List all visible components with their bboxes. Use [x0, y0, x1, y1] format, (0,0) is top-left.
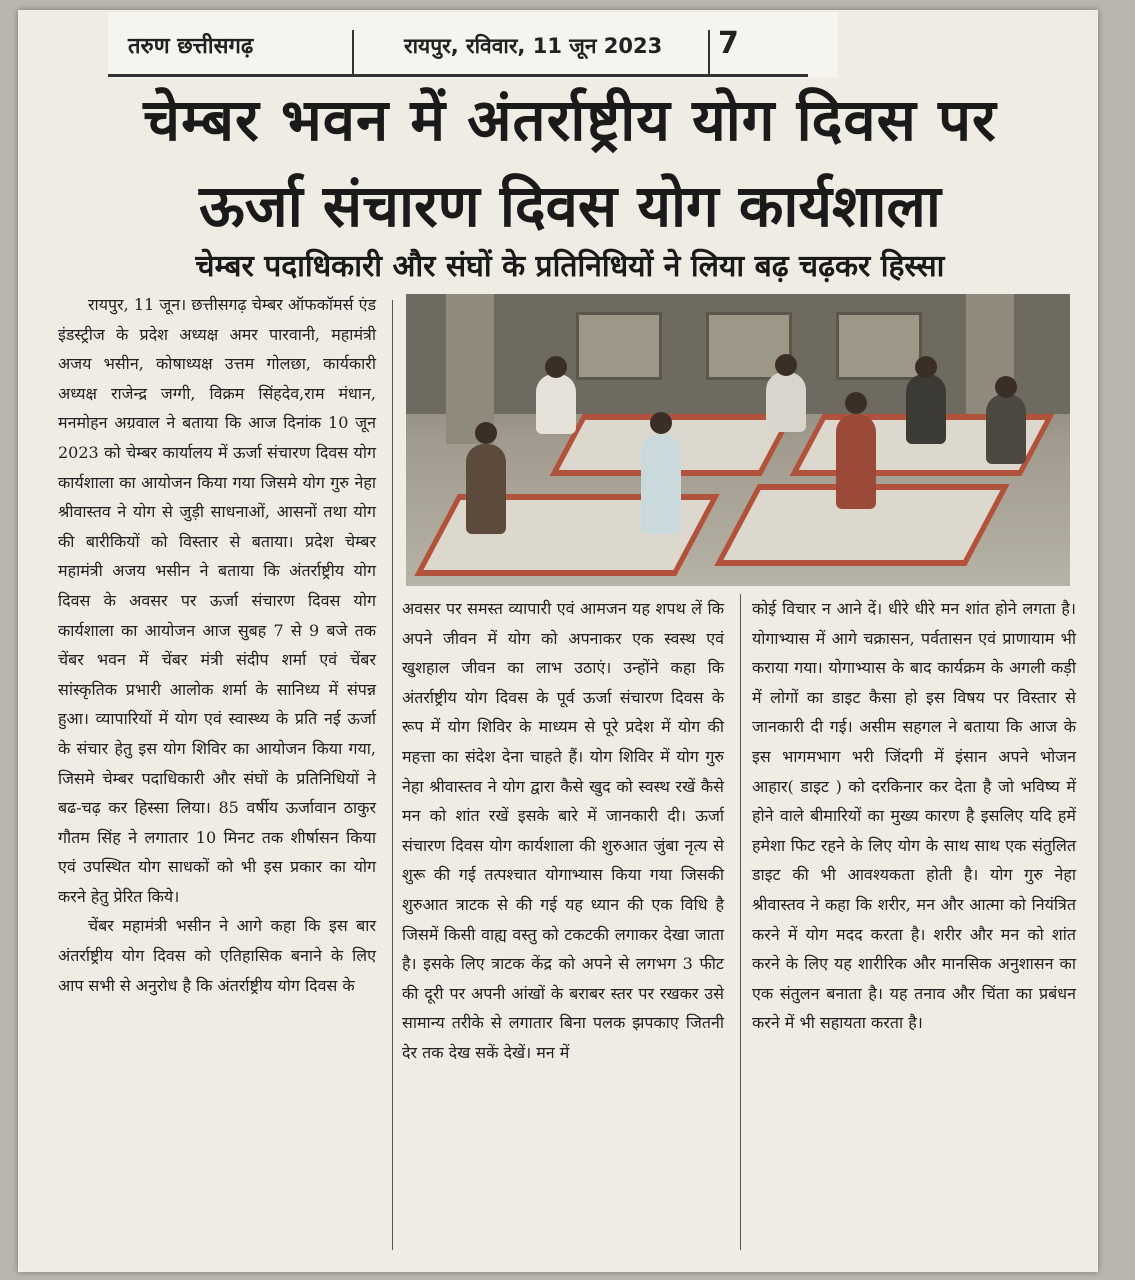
article-paragraph: रायपुर, 11 जून। छत्तीसगढ़ चेम्बर ऑफकॉमर्स एंड इंडस्ट्रीज के प्रदेश अध्यक्ष अमर पारवानी, महामंत्री अजय भसीन, कोषाध्यक्ष उत्तम गोलछा, कार्यकारी अध्यक्ष राजेन्द्र जग्गी, विक्रम सिंहदेव,राम मंधान, मनमोहन अग्रवाल ने बताया कि आज दिनांक 10 जून 2023 को चेम्बर कार्यालय में ऊर्जा संचारण दिवस योग कार्यशाला का आयोजन किया गया जिसमे योग गुरु नेहा श्रीवास्तव ने योग से जुड़ी साधनाओं, आसनों तथा योग की बारीकियों को विस्तार से बताया। प्रदेश चेम्बर महामंत्री अजय भसीन ने बताया कि अंतर्राष्ट्रीय योग दिवस के अवसर पर ऊर्जा संचारण दिवस योग कार्यशाला का आयोजन आज सुबह 7 से 9 बजे तक चेंबर भवन में चेंबर मंत्री संदीप शर्मा एवं चेंबर सांस्कृतिक प्रभारी आलोक शर्मा के सानिध्य में संपन्न हुआ। व्यापारियों में योग एवं स्वास्थ्य के प्रति नई ऊर्जा के संचार हेतु इस योग शिविर का आयोजन किया गया, जिसमे चेम्बर पदाधिकारी और संघों के प्रतिनिधियों ने बढ-चढ़ कर हिस्सा लिया। 85 वर्षीय ऊर्जावान ठाकुर गौतम सिंह ने लगातार 10 मिनट तक शीर्षासन किया एवं उपस्थित योग साधकों को भी इस प्रकार का योग करने हेतु प्रेरित किये।	[58, 295, 376, 906]
photo-person-head	[545, 356, 567, 378]
article-column-1	[58, 290, 376, 1000]
column-divider	[392, 300, 393, 1250]
article-paragraph: अवसर पर समस्त व्यापारी एवं आमजन यह शपथ लें कि अपने जीवन में योग को अपनाकर एक स्वस्थ एवं खुशहाल जीवन का लाभ उठाएं। उन्होंने कहा कि अंतर्राष्ट्रीय योग दिवस के पूर्व ऊर्जा संचारण दिवस के रूप में योग शिविर के माध्यम से पूरे प्रदेश में योग की महत्ता का संदेश देना चाहते हैं। योग शिविर में योग गुरु नेहा श्रीवास्तव ने योग द्वारा कैसे खुद को स्वस्थ रखें कैसे मन को शांत रखें इसके बारे में जानकारी दी। ऊर्जा संचारण दिवस योग कार्यशाला की शुरुआत जुंबा नृत्य से शुरू की गई तत्पश्चात योगाभ्यास किया गया जिसकी शुरुआत त्राटक से की गई यह ध्यान की एक विधि है जिसमें किसी वाह्य वस्तु को टकटकी लगाकर देखा जाता है। इसके लिए त्राटक केंद्र को अपने से लगभग 3 फीट की दूरी पर अपनी आंखों के बराबर स्तर पर रखकर उसे सामान्य तरीके से लगातार बिना पलक झपकाए जितनी देर तक देख सकें देखें। मन में	[402, 599, 724, 1062]
photo-person	[466, 444, 506, 534]
article-column-3	[752, 594, 1076, 1038]
photo-window	[576, 312, 662, 380]
subheadline: चेम्बर पदाधिकारी और संघों के प्रतिनिधियों ने लिया बढ़ चढ़कर हिस्सा	[195, 249, 945, 284]
masthead-divider	[708, 30, 710, 74]
headline-line-2: ऊर्जा संचारण दिवस योग कार्यशाला	[199, 172, 941, 240]
article-paragraph: कोई विचार न आने दें। धीरे धीरे मन शांत होने लगता है। योगाभ्यास में आगे चक्रासन, पर्वतासन एवं प्राणायाम भी कराया गया। योगाभ्यास के बाद कार्यक्रम के अगली कड़ी में लोगों का डाइट कैसा हो इस विषय पर विस्तार से जानकारी दी गई। असीम सहगल ने बताया कि आज के इस भागमभाग भरी जिंदगी में इंसान अपने भोजन आहार( डाइट ) को दरकिनार कर देता है जो भविष्य में होने वाले बीमारियों का मुख्य कारण है इसलिए यदि हमें हमेशा फिट रहने के लिए योग के साथ साथ एक संतुलित डाइट की भी आवश्यकता होती है। योग गुरु नेहा श्रीवास्तव ने कहा कि शरीर, मन और आत्मा को नियंत्रित करने में योग मदद करता है। शरीर और मन को शांत करने के लिए यह शारीरिक और मानसिक अनुशासन का एक संतुलन बनाता है। यह तनाव और चिंता का प्रबंधन करने में भी सहायता करता है।	[752, 599, 1076, 1033]
photo-person-head	[650, 412, 672, 434]
column-divider	[740, 594, 741, 1250]
article-paragraph: चेंबर महामंत्री भसीन ने आगे कहा कि इस बार अंतर्राष्ट्रीय योग दिवस को एतिहासिक बनाने के लिए आप सभी से अनुरोध है कि अंतर्राष्ट्रीय योग दिवस के	[58, 916, 376, 995]
photo-person	[836, 414, 876, 509]
photo-person-head	[845, 392, 867, 414]
masthead-divider	[352, 30, 354, 74]
masthead	[108, 12, 838, 78]
photo-person	[766, 372, 806, 432]
dateline: रायपुर, रविवार, 11 जून 2023	[404, 34, 663, 58]
photo-person	[986, 394, 1026, 464]
article-column-2	[402, 594, 724, 1068]
masthead-rule	[108, 74, 808, 77]
photo-person-head	[475, 422, 497, 444]
photo-person	[906, 374, 946, 444]
photo-window	[836, 312, 922, 380]
photo-person	[536, 374, 576, 434]
yoga-photo-icon	[406, 294, 1070, 586]
newspaper-name: तरुण छत्तीसगढ़	[128, 34, 254, 59]
photo-person-head	[775, 354, 797, 376]
photo-person	[641, 434, 681, 534]
photo-person-head	[995, 376, 1017, 398]
page-number: 7	[718, 26, 739, 61]
headline-line-1: चेम्बर भवन में अंतर्राष्ट्रीय योग दिवस पर	[143, 86, 997, 154]
photo-person-head	[915, 356, 937, 378]
